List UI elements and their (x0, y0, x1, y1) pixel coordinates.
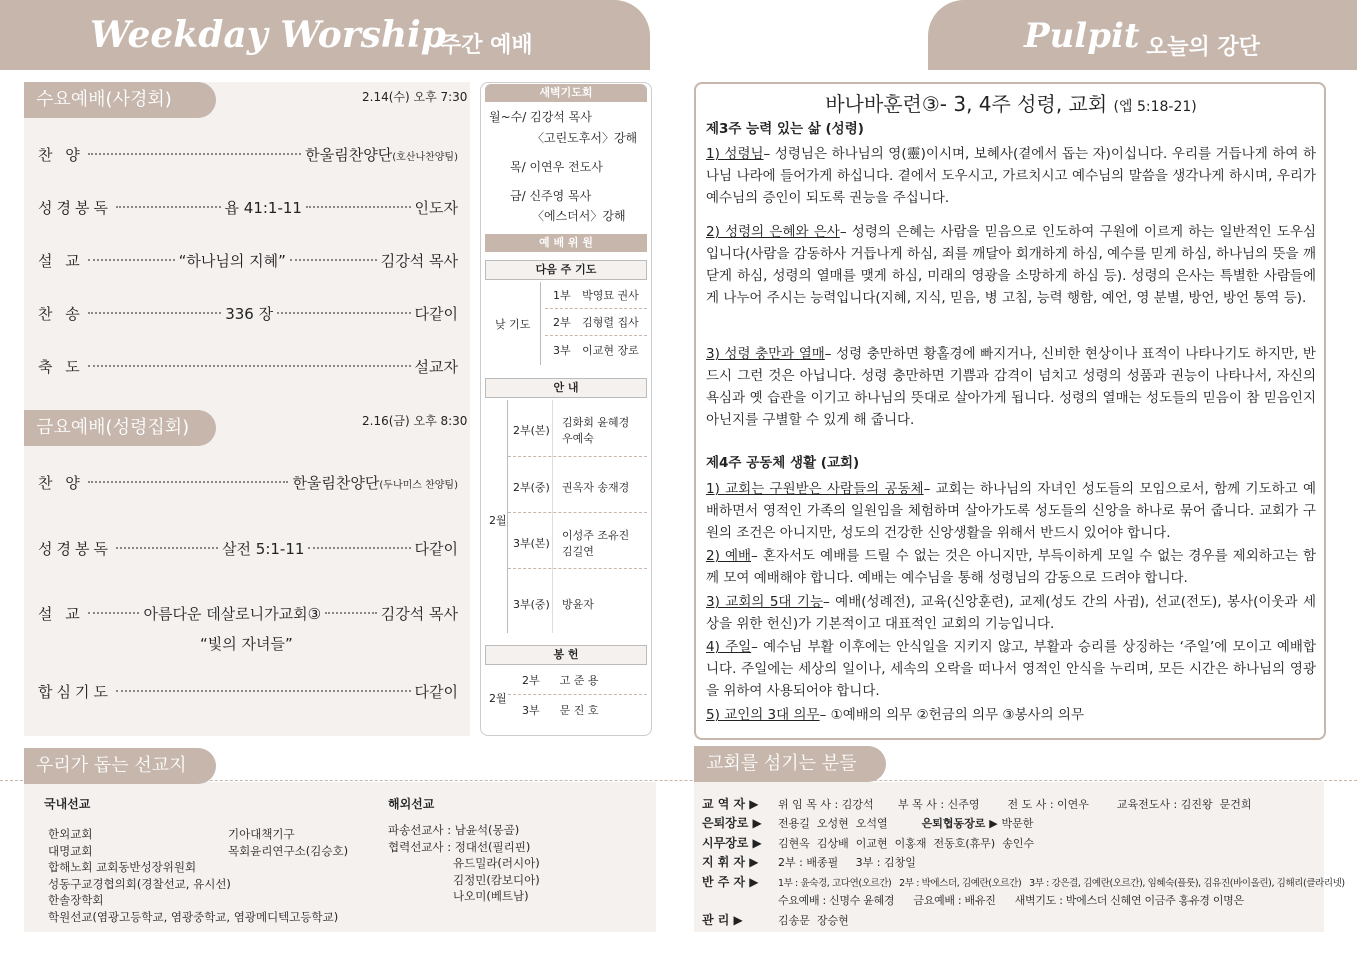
fri-row-prayer: 합심기도 다같이 (38, 683, 458, 701)
guide-month: 2월 (489, 514, 507, 527)
right-banner-title: 오늘의 강단 (1146, 35, 1260, 60)
dawn-line-1: 월~수/ 김강석 목사 (489, 110, 592, 124)
week3-p2: 2) 성령의 은혜와 은사– 성령의 은혜는 사람을 믿음으로 인도하여 구원에 이르게 하는 일반적인 도우심입니다(사람을 감동하사 거듭나게 하심, 죄를 깨달아 회개하게 하심, 예수를 믿게 하심, 하나님의 뜻을 깨닫게 하심, 성령의 열매를 맺게 하심, 미래의 영광을 소망하게 하심 등). 성령의 은사는 특별한 사람들에게 나누어 주시는 능력입니다(지혜, 지식, 믿음, 병 고침, 능력 행함, 예언, 영 분별, 방언, 방언 통역 등). (706, 224, 1316, 306)
noon-row-3: 3부 이교현 장로 (553, 344, 639, 357)
fri-title: 금요예배(성령집회) (24, 410, 216, 446)
overseas-title: 해외선교 (388, 797, 435, 811)
wed-row-praise: 찬 양 한울림찬양단 (호산나찬양팀) (38, 146, 458, 164)
week3-title: 제3주 능력 있는 삶 (성령) (706, 121, 864, 137)
servants-row-elders: 시무장로 ▶ 김현옥 김상배 이교현 이홍재 전동호(휴무) 송인수 (702, 836, 1035, 850)
servants-row-management: 관 리 ▶ 김송문 장승현 (702, 913, 849, 927)
left-banner-title: 주간 예배 (440, 33, 533, 58)
dawn-line-3: 목/ 이연우 전도사 (510, 160, 603, 174)
week4-title: 제4주 공동체 생활 (교회) (706, 455, 860, 471)
servants-row-retired: 은퇴장로 ▶ 전용길 오성현 오석열 은퇴협동장로 ▶ 박문한 (702, 816, 1034, 830)
offering-header: 봉 헌 (485, 645, 647, 665)
guide-row-4: 3부(중) 방윤자 (513, 598, 594, 611)
offering-month: 2월 (489, 692, 507, 705)
dawn-line-4: 금/ 신주영 목사 (510, 189, 592, 203)
fri-date: 2.16(금) 오후 8:30 (362, 414, 468, 428)
noon-row-2: 2부 김형렬 집사 (545, 311, 647, 336)
wed-row-sermon: 설 교 “하나님의 지혜” 김강석 목사 (38, 252, 459, 270)
servants-row-conductor: 지 휘 자 ▶ 2부 : 배종필 3부 : 김창일 (702, 855, 916, 869)
domestic-list-b: 기아대책기구 목회윤리연구소(김승호) (228, 827, 349, 858)
wed-row-hymn: 찬 송 336 장 다같이 (38, 305, 458, 323)
next-prayer-header: 다음 주 기도 (485, 260, 647, 280)
domestic-list-a: 한외교회 대명교회 합해노회 교회동반성장위원회 성동구교경협의회(경찰선교, 유시선) 한솔장학회 학원선교(염광고등학교, 염광중학교, 염광메디텍고등학교) (48, 827, 339, 924)
servants-row-clergy: 교 역 자 ▶ 위 임 목 사 : 김강석 부 목 사 : 신주영 전 도 사 : 이연우 교육전도사 : 김진왕 문건희 (702, 797, 1252, 811)
week4-q5: 5) 교인의 3대 의무– ①예배의 의무 ②헌금의 의무 ③봉사의 의무 (706, 707, 1084, 723)
dawn-title: 새벽기도회 (485, 84, 647, 102)
offering-row-1: 2부 고 준 용 (508, 668, 647, 695)
wed-row-benediction: 축 도 설교자 (38, 358, 458, 376)
week4-q3: 3) 교회의 5대 기능– 예배(성례전), 교육(신앙훈련), 교제(성도 간의 사귐), 선교(전도), 봉사(이웃과 세상을 위한 헌신)가 기본적이고 대표적인 교회의 기능입니다. (706, 594, 1316, 632)
week3-p1: 1) 성령님– 성령님은 하나님의 영(靈)이시며, 보혜사(곁에서 돕는 자)이십니다. 우리를 거듭나게 하여 하나님 나라에 들어가게 하십니다. 곁에서 도우시고, 가르치시고 예수님의 말씀을 생각나게 하시며, 우리가 예수님의 증인이 되도록 권능을 주십니다. (706, 146, 1316, 206)
week4-q2: 2) 예배– 혼자서도 예배를 드릴 수 없는 것은 아니지만, 부득이하게 모일 수 없는 경우를 제외하고는 함께 모여 예배해야 합니다. 예배는 예수님을 통해 성령님의 감동으로 드려야 합니다. (706, 548, 1316, 586)
week3-p3: 3) 성령 충만과 열매– 성령 충만하면 황홀경에 빠지거나, 신비한 현상이나 표적이 나타나기도 하지만, 반드시 그런 것은 아닙니다. 성령 충만하면 기쁨과 감격이 넘치고 성령의 성품과 권능이 나타나서, 자신의 욕심과 옛 습관을 이기고 하나님의 뜻대로 살아가게 됩니다. 성령의 열매는 성도들의 믿음이 참 믿음인지 아닌지를 구별할 수 있게 해 줍니다. (706, 346, 1316, 428)
guide-row-3: 3부(본) 이성주 조유진 김길연 (508, 514, 647, 569)
committee-title: 예 배 위 원 (485, 234, 647, 252)
wed-date: 2.14(수) 오후 7:30 (362, 90, 468, 104)
left-banner (0, 0, 650, 70)
noon-row-1: 1부 박영묘 권사 (545, 284, 647, 309)
fri-row-sermon: 설 교 아름다운 데살로니가교회③ 김강석 목사 (38, 605, 459, 623)
overseas-list: 파송선교사 : 남윤석(몽골) 협력선교사 : 정대선(필리핀) 유드밀라(러시아) 김정민(캄보디아) 나오미(베트남) (388, 823, 540, 903)
fri-row-reading: 성경봉독 살전 5:1-11 다같이 (38, 540, 458, 558)
missions-title: 우리가 돕는 선교지 (24, 748, 216, 784)
servants-title: 교회를 섬기는 분들 (694, 746, 886, 782)
servants-row-accompanist-2: 수요예배 : 신명수 윤혜경 금요예배 : 배유진 새벽기도 : 박에스더 신혜연 이금주 홍유경 이명은 (778, 894, 1244, 907)
guide-header: 안 내 (485, 378, 647, 398)
wed-title: 수요예배(사경회) (24, 82, 216, 118)
fri-row-praise: 찬 양 한울림찬양단 (두나미스 찬양팀) (38, 474, 458, 492)
fri-sermon-subtitle: “빛의 자녀들” (200, 635, 293, 653)
guide-row-2: 2부(중) 권옥자 송재경 (508, 458, 647, 513)
sermon-ref: (엡 5:18-21) (1113, 99, 1197, 115)
week4-q4: 4) 주일– 예수님 부활 이후에는 안식일을 지키지 않고, 부활과 승리를 상징하는 ‘주일’에 모이고 예배합니다. 주일에는 세상의 일이나, 세속의 오락을 떠나서 영적인 안식을 누리며, 모든 시간은 하나님의 영광을 위하여 사용되어야 합니다. (706, 639, 1316, 699)
servants-row-accompanist: 반 주 자 ▶ 1부 : 윤숙경, 고다연(오르간) 2부 : 박에스더, 김예란(오르간) 3부 : 강은결, 김예란(오르간), 임혜숙(플룻), 김유진(바이올린), 김해리(클라리넷) (702, 875, 1345, 889)
right-banner-script: Pulpit (1024, 16, 1140, 56)
sermon-title: 바나바훈련③- 3, 4주 성령, 교회 (825, 92, 1108, 116)
guide-row-1: 2부(본) 김화회 윤혜경 우예숙 (508, 400, 647, 457)
noon-divider (540, 282, 541, 365)
offering-row-2: 3부 문 진 호 (522, 704, 599, 717)
noon-label: 낮 기도 (495, 318, 531, 331)
sermon-title-line (706, 88, 1316, 117)
wed-row-reading: 성경봉독 욥 41:1-11 인도자 (38, 199, 458, 217)
dawn-line-5: 〈에스더서〉강해 (532, 209, 626, 223)
left-banner-script: Weekday Worship (90, 14, 446, 56)
right-banner (928, 0, 1357, 70)
dawn-line-2: 〈고린도후서〉강해 (532, 131, 638, 145)
domestic-title: 국내선교 (44, 797, 91, 811)
week4-q1: 1) 교회는 구원받은 사람들의 공동체– 교회는 하나님의 자녀인 성도들의 모임으로서, 함께 기도하고 예배하면서 영적인 가족의 일원임을 체험하며 살아가도록 성도들의 신앙을 하나로 묶어 줍니다. 교회가 구원의 조건은 아니지만, 성도의 건강한 신앙생활을 위해서 반드시 있어야 합니다. (706, 481, 1316, 541)
